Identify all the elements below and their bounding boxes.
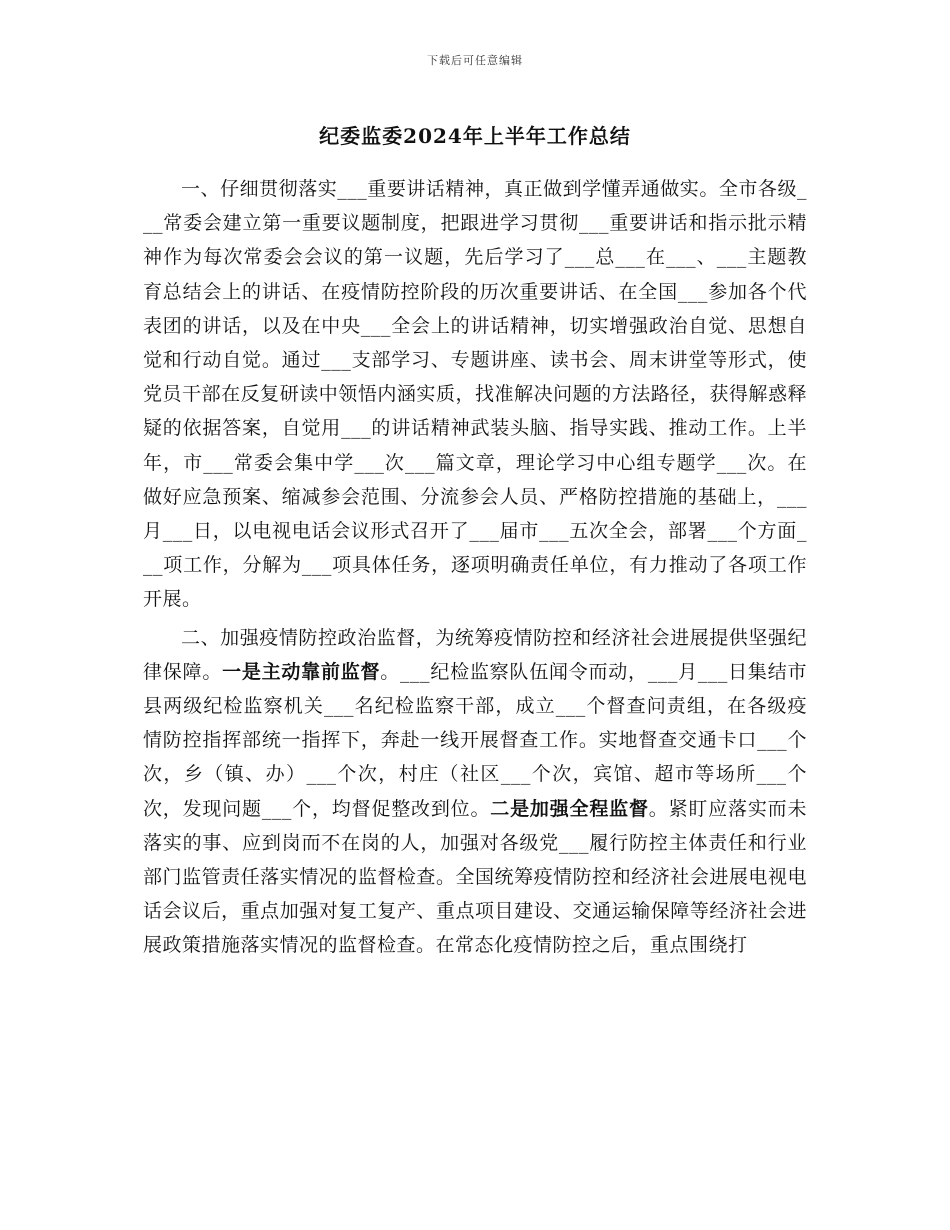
point-2-text: 。紧盯应落实而未落实的事、应到岗而不在岗的人，加强对各级党___履行防控主体责任和行业部门监管责任落实情况的监督检查。全国统筹疫情防控和经济社会进展电视电话会议后，重点加强对复工复产、重点项目建设、交通运输保障等经济社会进展政策措施落实情况的监督检查。在常态化疫情防控之后，重点围绕打: [143, 797, 807, 957]
document-body: [143, 172, 807, 967]
point-1-text: 。___纪检监察队伍闻令而动，___月___日集结市县两级纪检监察机关___名纪检监察干部，成立___个督查问责组，在各级疫情防控指挥部统一指挥下，奔赴一线开展督查工作。实地督查交通卡口___个次，乡（镇、办）___个次，村庄（社区___个次，宾馆、超市等场所___个次，发现问题___个，均督促整改到位。: [143, 660, 807, 820]
header-note: 下载后可任意编辑: [427, 54, 523, 67]
point-1-title: 一是主动靠前监督: [222, 660, 381, 683]
paragraph-2: [143, 621, 807, 963]
point-2-title: 二是加强全程监督: [490, 797, 649, 820]
document-title: 纪委监委2024年上半年工作总结: [319, 124, 631, 148]
paragraph-2-intro: 二、加强疫情防控政治监督，为统筹疫情防控和经济社会进展提供坚强纪律保障。: [143, 626, 807, 683]
paragraph-1: 一、仔细贯彻落实___重要讲话精神，真正做到学懂弄通做实。全市各级___常委会建立第一重要议题制度，把跟进学习贯彻___重要讲话和指示批示精神作为每次常委会会议的第一议题，先后学习了___总___在___、___主题教育总结会上的讲话、在疫情防控阶段的历次重要讲话、在全国___参加各个代表团的讲话，以及在中央___全会上的讲话精神，切实增强政治自觉、思想自觉和行动自觉。通过___支部学习、专题讲座、读书会、周末讲堂等形式，使党员干部在反复研读中领悟内涵实质，找准解决问题的方法路径，获得解惑释疑的依据答案，自觉用___的讲话精神武装头脑、指导实践、推动工作。上半年，市___常委会集中学___次___篇文章，理论学习中心组专题学___次。在做好应急预案、缩减参会范围、分流参会人员、严格防控措施的基础上，___月___日，以电视电话会议形式召开了___届市___五次全会，部署___个方面___项工作，分解为___项具体任务，逐项明确责任单位，有力推动了各项工作开展。: [143, 178, 807, 611]
